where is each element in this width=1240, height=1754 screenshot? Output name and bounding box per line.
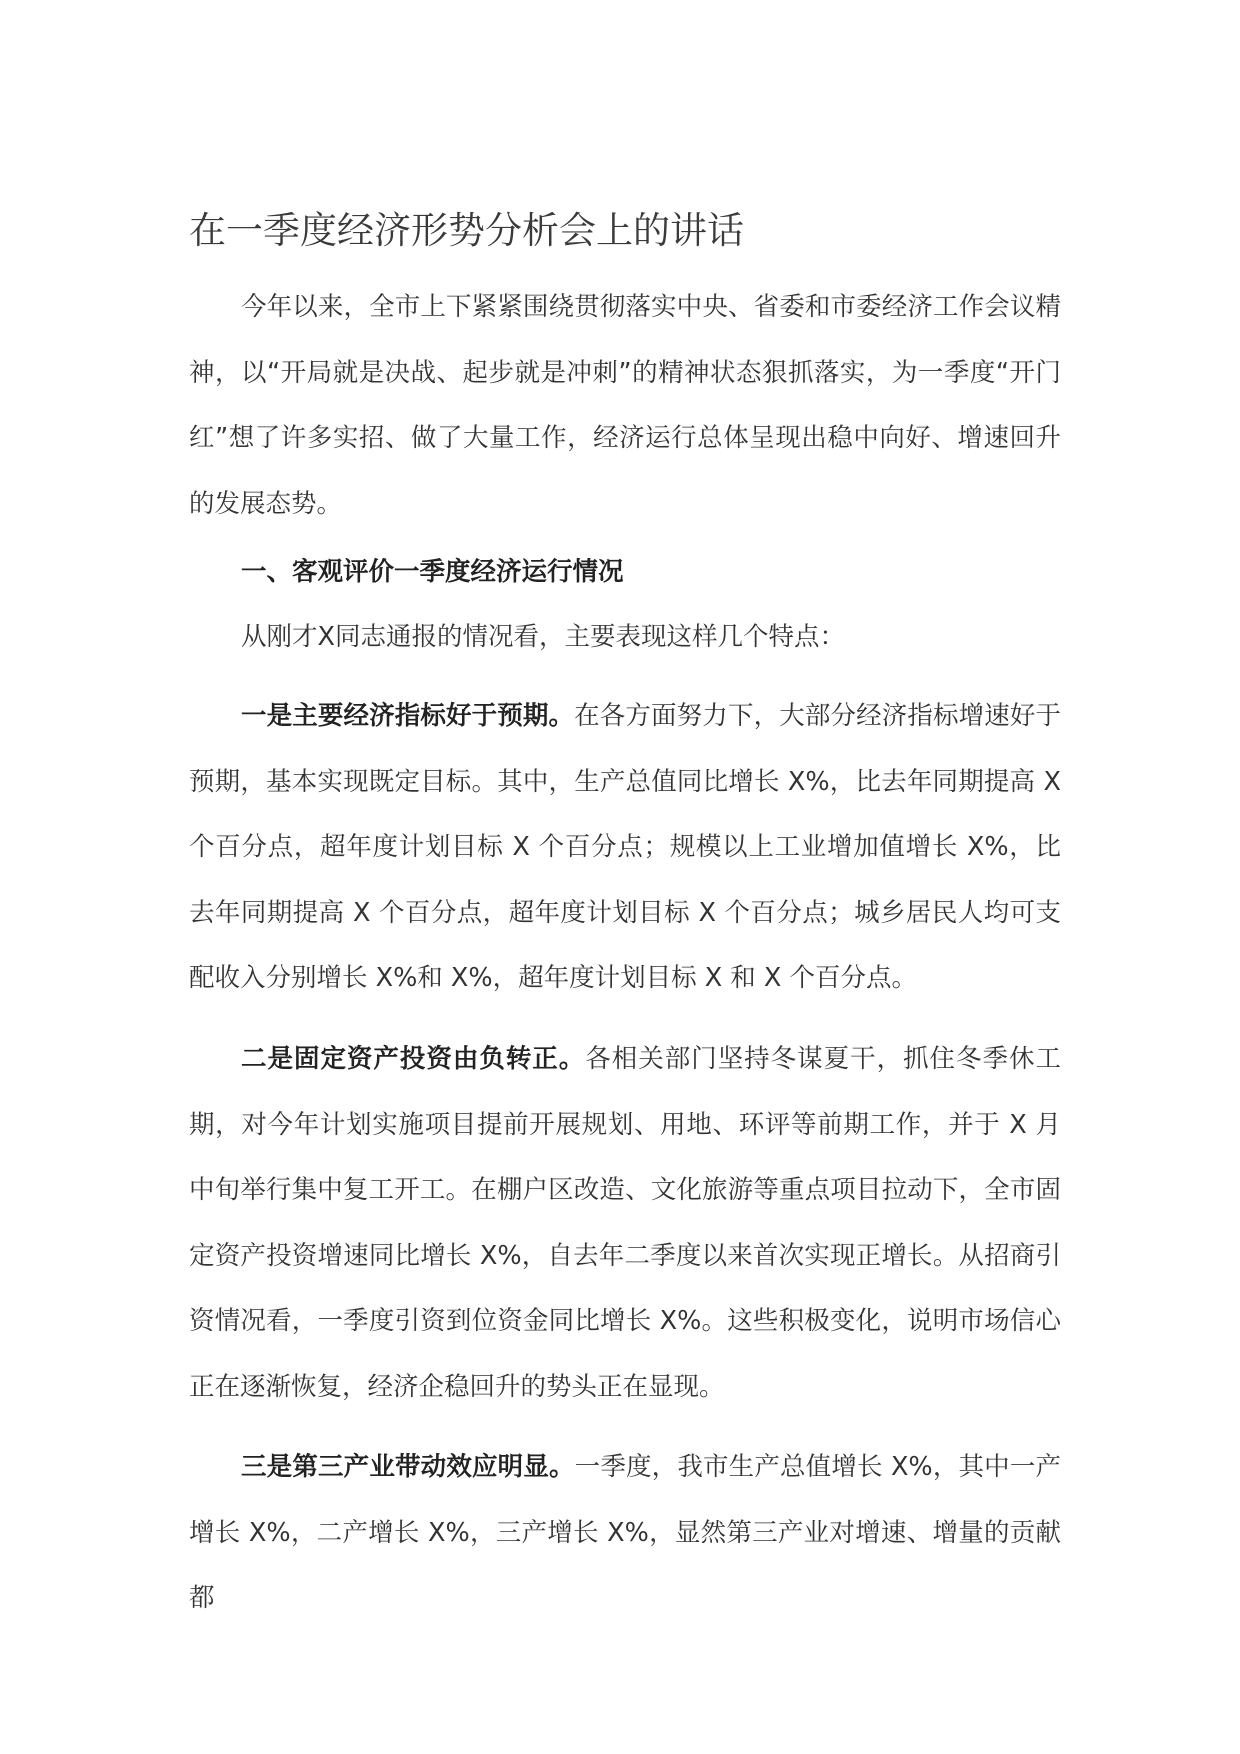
paragraph-text: 从刚才X同志通报的情况看，主要表现这样几个特点： bbox=[241, 622, 845, 652]
document-title: 在一季度经济形势分析会上的讲话 bbox=[189, 209, 744, 252]
paragraph-text: 各相关部门坚持冬谋夏干，抓住冬季休工期，对今年计划实施项目提前开展规划、用地、环评等前期工作，并于 X 月中旬举行集中复工开工。在棚户区改造、文化旅游等重点项目拉动下，全市固定资产投资增速同比增长 X%，自去年二季度以来首次实现正增长。从招商引资情况看，一季度引资到位资金同比增长 X%。这些积极变化，说明市场信心正在逐渐恢复，经济企稳回升的势头正在显现。 bbox=[189, 1044, 1061, 1402]
paragraph-text: 今年以来，全市上下紧紧围绕贯彻落实中央、省委和市委经济工作会议精神，以“开局就是决战、起步就是冲刺”的精神状态狠抓落实，为一季度“开门红”想了许多实招、做了大量工作，经济运行总体呈现出稳中向好、增速回升的发展态势。 bbox=[189, 292, 1061, 519]
section-heading bbox=[189, 540, 1061, 606]
paragraph-lead: 一是主要经济指标好于预期。 bbox=[241, 701, 575, 731]
paragraph-lead: 二是固定资产投资由负转正。 bbox=[241, 1044, 586, 1074]
paragraph-overview bbox=[189, 605, 1061, 671]
paragraph-point-2 bbox=[189, 1027, 1061, 1420]
paragraph-intro bbox=[189, 275, 1061, 537]
paragraph-point-1 bbox=[189, 684, 1061, 1012]
paragraph-text: 在各方面努力下，大部分经济指标增速好于预期，基本实现既定目标。其中，生产总值同比增长 X%，比去年同期提高 X 个百分点，超年度计划目标 X 个百分点；规模以上工业增加值增长 X%，比去年同期提高 X 个百分点，超年度计划目标 X 个百分点；城乡居民人均可支配收入分别增长 X%和 X%，超年度计划目标 X 和 X 个百分点。 bbox=[189, 701, 1061, 993]
paragraph-point-3 bbox=[189, 1435, 1061, 1632]
section-heading-text: 一、客观评价一季度经济运行情况 bbox=[241, 557, 624, 587]
paragraph-lead: 三是第三产业带动效应明显。 bbox=[241, 1452, 575, 1482]
paragraph-text: 一季度，我市生产总值增长 X%，其中一产增长 X%，二产增长 X%，三产增长 X%，显然第三产业对增速、增量的贡献都 bbox=[189, 1452, 1061, 1613]
